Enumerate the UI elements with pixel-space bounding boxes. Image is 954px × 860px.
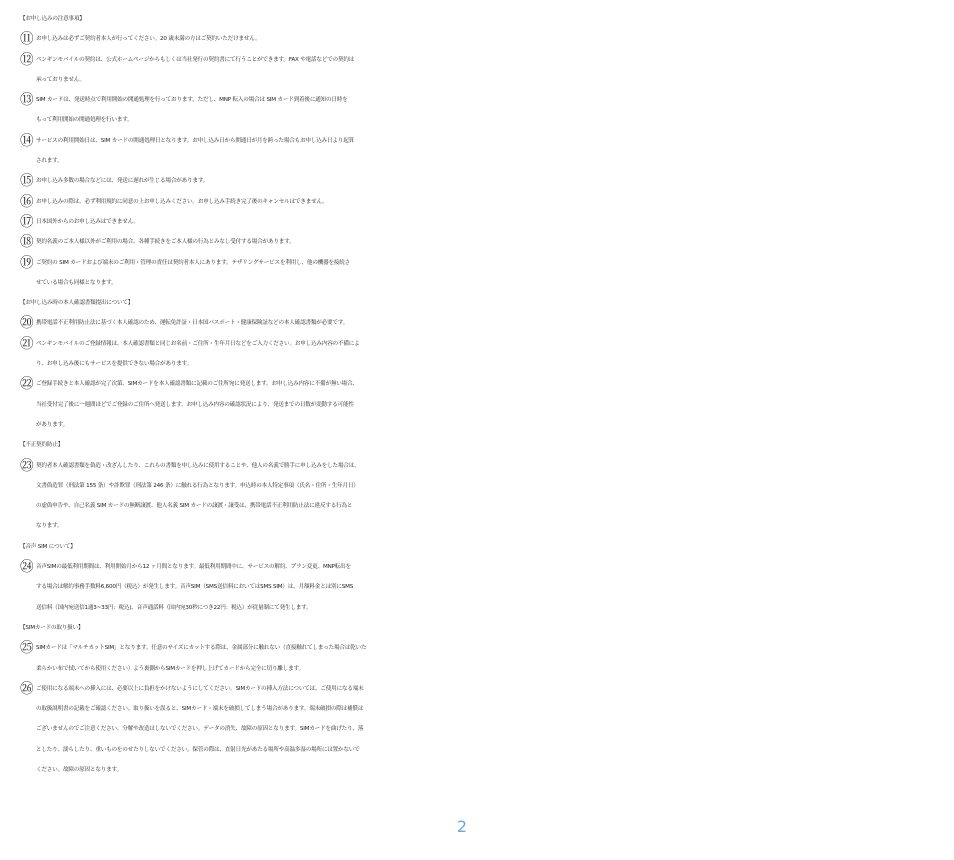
item-number: ㉓ <box>20 457 34 474</box>
item-number: ㉑ <box>20 335 34 352</box>
item-number: ⑯ <box>20 193 34 210</box>
item-text: 日本国外からのお申し込みはできません。 <box>36 218 139 225</box>
list-item <box>20 253 940 294</box>
item-text: の虚偽申告や、自己名義 SIM カードの無断譲渡、他人名義 SIM カードの譲渡・譲受は、携帯電話不正利用防止法に違反する行為と <box>36 503 353 510</box>
item-text: としたり、濡らしたり、重いものをのせたりしないでください。保管の際は、直射日光があたる場所や高温多湿の場所には置かないで <box>36 746 360 753</box>
item-text: 契約名義のご本人様以外がご利用の場合、各種手続きをご本人様の行為とみなし受付する場合があります。 <box>36 239 295 246</box>
item-text: の取扱説明書の記載をご確認ください。取り扱いを誤ると、SIMカード・端末を破損してしまう場合があります。端末破損の際は補償は <box>36 706 364 713</box>
list-item <box>20 679 940 780</box>
section-heading: 【音声 SIM について】 <box>20 543 76 550</box>
list-item <box>20 50 940 91</box>
item-text: 当社受付完了後に一週間ほどでご登録のご住所へ発送します。お申し込み内容の確認状況により、発送までの日数が変動する可能性 <box>36 401 354 408</box>
item-text: ペンギンモバイルの契約は、公式ホームページからもしくは当社発行の契約書にて行うことができます。FAX や電話などでの契約は <box>36 56 355 63</box>
list-item <box>20 456 940 537</box>
item-text: 携帯電話不正利用防止法に基づく本人確認のため、運転免許証・日本国パスポート・健康保険証などの本人確認書類が必要です。 <box>36 320 349 327</box>
item-text: する場合は解約事務手数料6,600円（税込）が発生します。音声SIM（SMS送信料においてはSMS SIM）は、月額料金とは別にSMS <box>36 584 354 591</box>
item-text: されます。 <box>36 158 63 165</box>
item-text: ご使用になる端末への挿入には、必要以上に負担をかけないようにしてください。SIMカードの挿入方法については、ご使用になる端末 <box>36 685 364 692</box>
list-item <box>20 192 940 212</box>
item-text: せている場合も同様となります。 <box>36 279 117 286</box>
section-heading: 【お申し込みの注意事項】 <box>20 16 85 22</box>
list-item <box>20 131 940 172</box>
item-text: サービスの利用開始日は、SIM カードの開通処理日となります。お申し込み日から開通日が月を跨った場合もお申し込み日より起算 <box>36 137 355 144</box>
list-item <box>20 29 940 49</box>
section-heading: 【お申し込み時の本人確認書類提出について】 <box>20 300 134 307</box>
item-text: 承っておりません。 <box>36 76 85 83</box>
item-text: お申し込みの際は、必ず利用規約に同意の上お申し込みください。お申し込み手続き完了後のキャンセルはできません。 <box>36 198 328 205</box>
item-text: SIMカードは「マルチカットSIM」となります。任意のサイズにカットする際は、金属部分に触れない（直接触れてしまった場合は乾いた <box>36 645 367 652</box>
item-number: ⑰ <box>20 213 34 230</box>
item-text: なります。 <box>36 523 63 530</box>
item-text: 文書偽造罪（刑法第 155 条）や詐欺罪（刑法第 246 条）に触れる行為となります。申込時の本人特定事項（氏名・住所・生年月日） <box>36 482 359 489</box>
list-item <box>20 212 940 232</box>
item-text: 音声SIMの最低利用期間は、利用開始月から12 ヶ月間となります。最低利用期間中に、サービスの解約、プラン変更、MNP転出を <box>36 564 351 571</box>
item-number: ⑳ <box>20 315 34 332</box>
item-text: お申し込み多数の場合などには、発送に遅れが生じる場合があります。 <box>36 178 209 185</box>
item-text: ご契約の SIM カードおよび端末のご利用・管理の責任は契約者本人にあります。テザリングサービスを利用し、他の機器を接続さ <box>36 259 351 266</box>
item-number: ⑭ <box>20 132 34 149</box>
item-text: ご登録手続きと本人確認が完了次第、SIMカードを本人確認書類に記載のご住所宛に発送します。お申し込み内容に不備が無い場合、 <box>36 381 358 388</box>
item-number: ⑲ <box>20 254 34 271</box>
terms-document <box>20 9 940 780</box>
item-number: ⑪ <box>20 31 34 48</box>
item-number: ⑮ <box>20 173 34 190</box>
page-number: 2 <box>456 817 468 836</box>
list-item <box>20 90 940 131</box>
item-text: お申し込みは必ずご契約者本人が行ってください。20 歳未満の方はご契約いただけません。 <box>36 36 261 43</box>
list-item <box>20 232 940 252</box>
item-text: ペンギンモバイルのご登録情報は、本人確認書類と同じお名前・ご住所・生年月日などをご入力ください。お申し込み内容の不備によ <box>36 340 360 347</box>
list-item <box>20 557 940 618</box>
section-heading: 【SIMカードの取り扱い】 <box>20 624 84 631</box>
item-number: ㉖ <box>20 680 34 697</box>
item-text: があります。 <box>36 421 68 428</box>
section-heading: 【不正契約防止】 <box>20 442 64 449</box>
list-item <box>20 334 940 375</box>
item-number: ⑱ <box>20 234 34 251</box>
item-text: 契約者本人確認書類を偽造・改ざんしたり、これらの書類を申し込みに使用することや、他人の名義で勝手に申し込みをした場合は、 <box>36 462 360 469</box>
item-number: ⑫ <box>20 51 34 68</box>
item-text: 柔らかい布で拭いてから使用ください）よう裏側からSIMカードを押し上げてカードから完全に切り離します。 <box>36 665 304 672</box>
list-item <box>20 638 940 679</box>
item-text: ございませんのでご注意ください。分解や改造はしないでください。データの消失、故障の原因となります。SIMカードを曲げたり、落 <box>36 726 364 733</box>
item-text: SIM カードは、発送時点で利用開始の開通処理を行っております。ただし、MNP 転入の場合は SIM カード到着後に通知の日時を <box>36 97 348 104</box>
item-number: ㉕ <box>20 640 34 657</box>
item-text: もって利用開始の開通処理を行います。 <box>36 117 133 124</box>
item-number: ㉔ <box>20 559 34 576</box>
list-item <box>20 171 940 191</box>
list-item <box>20 374 940 435</box>
item-text: 送信料（国内宛送信1通3~33円：税込)、音声通話料（国内宛30秒につき22円：税込）が従量制にて発生します。 <box>36 604 312 611</box>
item-text: り、お申し込み後にもサービスを提供できない場合があります。 <box>36 361 192 368</box>
list-item <box>20 313 940 333</box>
item-number: ⑬ <box>20 92 34 109</box>
item-number: ㉒ <box>20 376 34 393</box>
item-text: ください。故障の原因となります。 <box>36 766 122 773</box>
